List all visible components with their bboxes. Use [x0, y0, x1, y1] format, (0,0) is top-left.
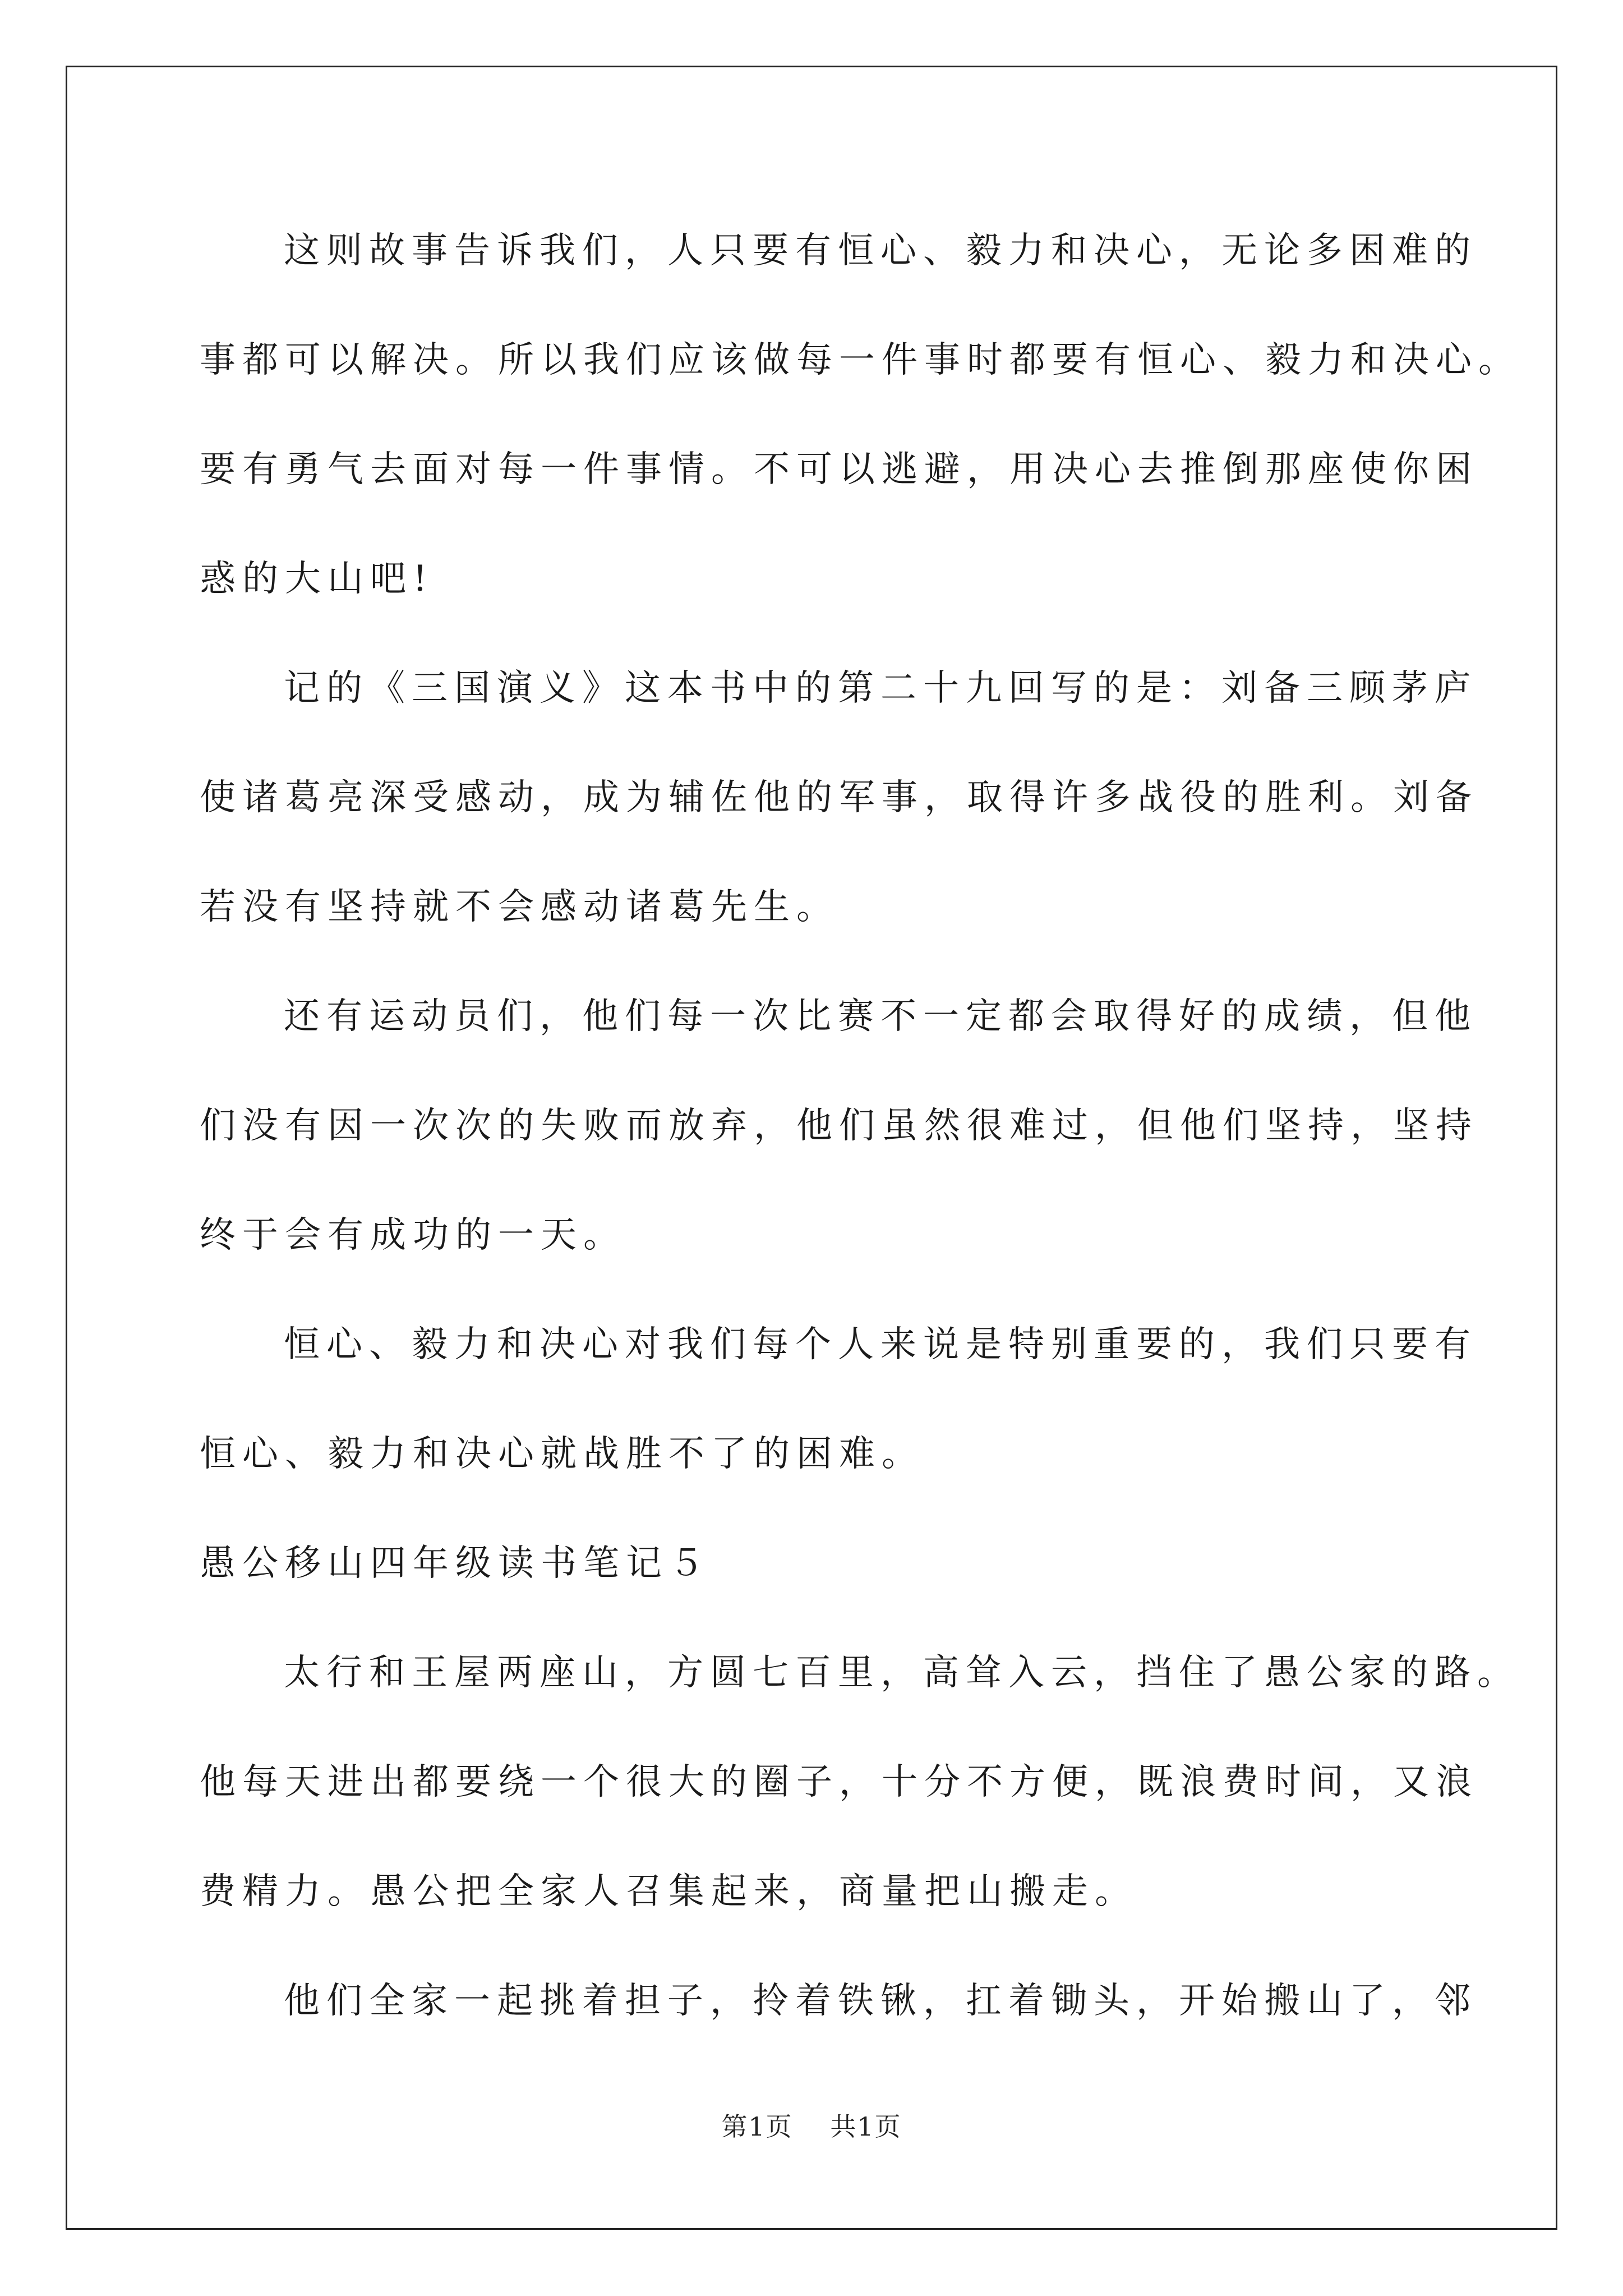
page-footer [0, 2106, 1623, 2143]
section-heading: 愚公移山四年级读书笔记５ [200, 1543, 711, 1584]
text-line: 们没有因一次次的失败而放弃，他们虽然很难过，但他们坚持，坚持 [200, 1105, 1478, 1147]
text-line: 使诸葛亮深受感动，成为辅佐他的军事，取得许多战役的胜利。刘备 [200, 777, 1478, 818]
text-line: 费精力。愚公把全家人召集起来，商量把山搬走。 [200, 1871, 1137, 1912]
text-line: 记的《三国演义》这本书中的第二十九回写的是：刘备三顾茅庐 [284, 668, 1477, 709]
text-line: 终于会有成功的一天。 [200, 1214, 626, 1256]
text-line: 他每天进出都要绕一个很大的圈子，十分不方便，既浪费时间，又浪 [200, 1761, 1478, 1803]
text-line: 若没有坚持就不会感动诸葛先生。 [200, 886, 839, 928]
page-total: 共1页 [830, 2111, 902, 2142]
text-line: 太行和王屋两座山，方圆七百里，高耸入云，挡住了愚公家的路。 [284, 1652, 1520, 1694]
document-body [200, 196, 1521, 2056]
page-number: 第1页 [721, 2111, 793, 2142]
text-line: 恒心、毅力和决心对我们每个人来说是特别重要的，我们只要有 [284, 1324, 1477, 1365]
text-line: 这则故事告诉我们，人只要有恒心、毅力和决心，无论多困难的 [284, 230, 1477, 272]
text-line: 惑的大山吧! [200, 558, 434, 600]
text-line: 还有运动员们，他们每一次比赛不一定都会取得好的成绩，但他 [284, 996, 1477, 1037]
text-line: 恒心、毅力和决心就战胜不了的困难。 [200, 1433, 924, 1475]
text-line: 他们全家一起挑着担子，拎着铁锹，扛着锄头，开始搬山了，邻 [284, 1980, 1477, 2022]
text-line: 事都可以解决。所以我们应该做每一件事时都要有恒心、毅力和决心。 [200, 339, 1521, 381]
text-line: 要有勇气去面对每一件事情。不可以逃避，用决心去推倒那座使你困 [200, 449, 1478, 490]
